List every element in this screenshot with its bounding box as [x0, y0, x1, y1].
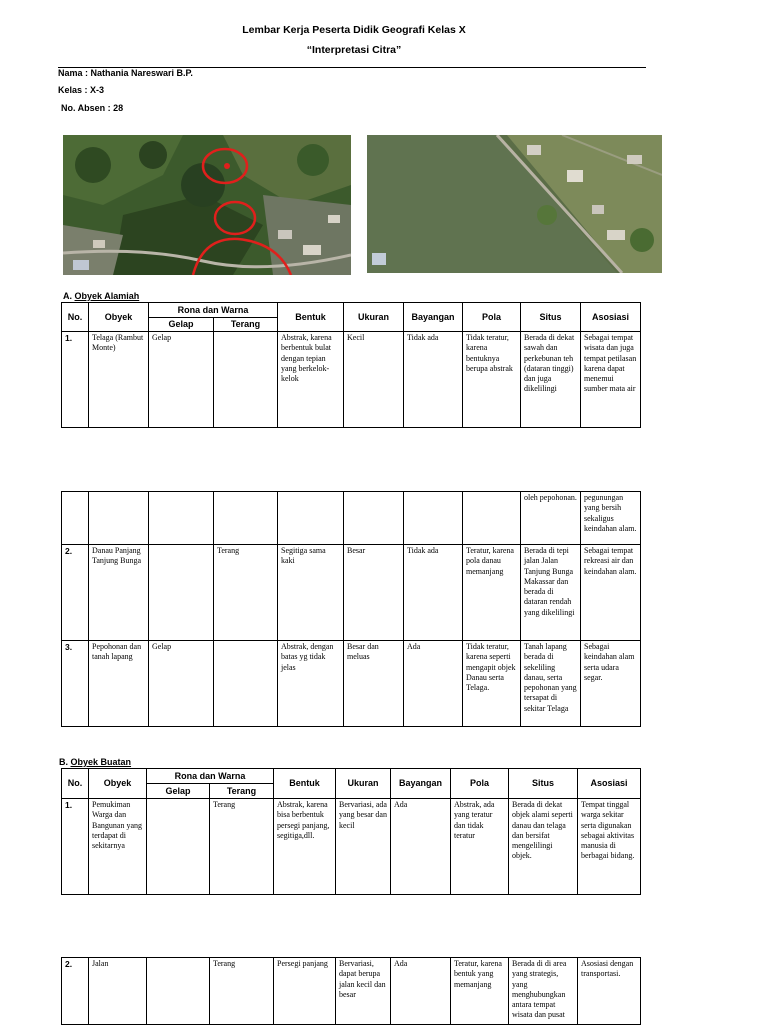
cell-terang: Terang [210, 799, 274, 895]
cell-situs: Berada di di area yang strategis, yang menghubungkan antara tempat wisata dan pusat [509, 958, 578, 1025]
cell-bentuk: Abstrak, dengan batas yg tidak jelas [278, 641, 344, 727]
header-bentuk: Bentuk [274, 769, 336, 799]
header-obyek: Obyek [89, 303, 149, 332]
header-ukuran: Ukuran [344, 303, 404, 332]
table-artificial-objects-continued [61, 957, 641, 1025]
table-row [62, 492, 641, 545]
cell-no: 1. [62, 799, 89, 895]
cell-situs: Berada di dekat sawah dan perkebunan teh (dataran tinggi) dan juga dikelilingi [521, 332, 581, 428]
section-b-heading [59, 757, 131, 767]
header-obyek: Obyek [89, 769, 147, 799]
cell-gelap [149, 492, 214, 545]
cell-obyek: Pepohonan dan tanah lapang [89, 641, 149, 727]
page-subtitle: “Interpretasi Citra” [306, 44, 402, 56]
header-terang: Terang [210, 784, 274, 799]
cell-pola: Teratur, karena bentuk yang memanjang [451, 958, 509, 1025]
cell-ukuran: Bervariasi, dapat berupa jalan kecil dan besar [336, 958, 391, 1025]
header-ukuran: Ukuran [336, 769, 391, 799]
cell-situs: oleh pepohonan. [521, 492, 581, 545]
cell-no: 2. [62, 958, 89, 1025]
cell-bentuk: Abstrak, karena berbentuk bulat dengan tepian yang berkelok-kelok [278, 332, 344, 428]
table-natural-objects-continued [61, 491, 641, 727]
section-b-label: Obyek Buatan [70, 757, 132, 767]
header-no: No. [62, 303, 89, 332]
header-pola: Pola [463, 303, 521, 332]
cell-gelap [147, 958, 210, 1025]
section-a-prefix: A. [63, 291, 75, 301]
cell-pola [463, 492, 521, 545]
cell-ukuran: Besar [344, 545, 404, 641]
cell-obyek: Telaga (Rambut Monte) [89, 332, 149, 428]
cell-bayangan: Ada [404, 641, 463, 727]
cell-situs: Berada di tepi jalan Jalan Tanjung Bunga Makassar dan berada di dataran rendah yang dikelilingi [521, 545, 581, 641]
cell-bentuk [278, 492, 344, 545]
cell-obyek: Jalan [89, 958, 147, 1025]
cell-ukuran: Bervariasi, ada yang besar dan kecil [336, 799, 391, 895]
table-natural-objects [61, 302, 641, 428]
header-situs: Situs [521, 303, 581, 332]
table-artificial-objects [61, 768, 641, 895]
satellite-image-right [367, 135, 662, 273]
header-asosiasi: Asosiasi [581, 303, 641, 332]
table-row [62, 545, 641, 641]
cell-terang: Terang [214, 545, 278, 641]
cell-terang: Terang [210, 958, 274, 1025]
cell-bayangan [404, 492, 463, 545]
table-row [62, 958, 641, 1025]
cell-bayangan: Tidak ada [404, 545, 463, 641]
student-name: Nama : Nathania Nareswari B.P. [58, 68, 193, 78]
header-pola: Pola [451, 769, 509, 799]
header-situs: Situs [509, 769, 578, 799]
cell-gelap [149, 545, 214, 641]
cell-situs: Tanah lapang berada di sekeliling danau, serta pepohonan yang tersapat di sekitar Telaga [521, 641, 581, 727]
cell-bayangan: Ada [391, 799, 451, 895]
cell-pola: Tidak teratur, karena seperti mengapit objek Danau serta Telaga. [463, 641, 521, 727]
header-gelap: Gelap [147, 784, 210, 799]
header-rona: Rona dan Warna [147, 769, 274, 784]
cell-gelap [147, 799, 210, 895]
header-gelap: Gelap [149, 318, 214, 332]
satellite-image-left [63, 135, 351, 275]
header-bayangan: Bayangan [391, 769, 451, 799]
cell-no [62, 492, 89, 545]
cell-gelap: Gelap [149, 641, 214, 727]
student-absen: No. Absen : 28 [61, 103, 124, 113]
cell-bentuk: Segitiga sama kaki [278, 545, 344, 641]
satellite-image-with-red-annotations-icon [63, 135, 351, 275]
cell-terang [214, 332, 278, 428]
header-no: No. [62, 769, 89, 799]
page-title: Lembar Kerja Peserta Didik Geografi Kelas X [242, 24, 466, 36]
cell-no: 3. [62, 641, 89, 727]
table-row [62, 799, 641, 895]
cell-obyek [89, 492, 149, 545]
cell-obyek: Danau Panjang Tanjung Bunga [89, 545, 149, 641]
section-a-label: Obyek Alamiah [74, 291, 140, 301]
student-class: Kelas : X-3 [58, 85, 105, 95]
cell-no: 1. [62, 332, 89, 428]
cell-gelap: Gelap [149, 332, 214, 428]
section-b-prefix: B. [59, 757, 71, 767]
cell-ukuran [344, 492, 404, 545]
cell-asosiasi: Tempat tinggal warga sekitar serta digunakan sebagai aktivitas manusia di berbagai bidang. [578, 799, 641, 895]
cell-bayangan: Tidak ada [404, 332, 463, 428]
cell-terang [214, 492, 278, 545]
cell-pola: Teratur, karena pola danau memanjang [463, 545, 521, 641]
cell-bayangan: Ada [391, 958, 451, 1025]
cell-asosiasi: Asosiasi dengan transportasi. [578, 958, 641, 1025]
header-bentuk: Bentuk [278, 303, 344, 332]
cell-ukuran: Kecil [344, 332, 404, 428]
satellite-image-lake-icon [367, 135, 662, 273]
cell-asosiasi: Sebagai tempat rekreasi air dan keindahan alam. [581, 545, 641, 641]
cell-obyek: Pemukiman Warga dan Bangunan yang terdapat di sekitarnya [89, 799, 147, 895]
cell-ukuran: Besar dan meluas [344, 641, 404, 727]
cell-no: 2. [62, 545, 89, 641]
header-bayangan: Bayangan [404, 303, 463, 332]
section-a-heading [63, 291, 139, 301]
table-row [62, 332, 641, 428]
cell-pola: Tidak teratur, karena bentuknya berupa abstrak [463, 332, 521, 428]
cell-asosiasi: Sebagai tempat wisata dan juga tempat petilasan karena dapat menemui sumber mata air [581, 332, 641, 428]
cell-bentuk: Persegi panjang [274, 958, 336, 1025]
cell-terang [214, 641, 278, 727]
header-terang: Terang [214, 318, 278, 332]
cell-bentuk: Abstrak, karena bisa berbentuk persegi panjang, segitiga,dll. [274, 799, 336, 895]
cell-pola: Abstrak, ada yang teratur dan tidak teratur [451, 799, 509, 895]
table-row [62, 641, 641, 727]
cell-situs: Berada di dekat objek alami seperti danau dan telaga dan bersifat mengelilingi objek. [509, 799, 578, 895]
header-rona: Rona dan Warna [149, 303, 278, 318]
cell-asosiasi: Sebagai keindahan alam serta udara segar. [581, 641, 641, 727]
header-asosiasi: Asosiasi [578, 769, 641, 799]
cell-asosiasi: pegunungan yang bersih sekaligus keindahan alam. [581, 492, 641, 545]
